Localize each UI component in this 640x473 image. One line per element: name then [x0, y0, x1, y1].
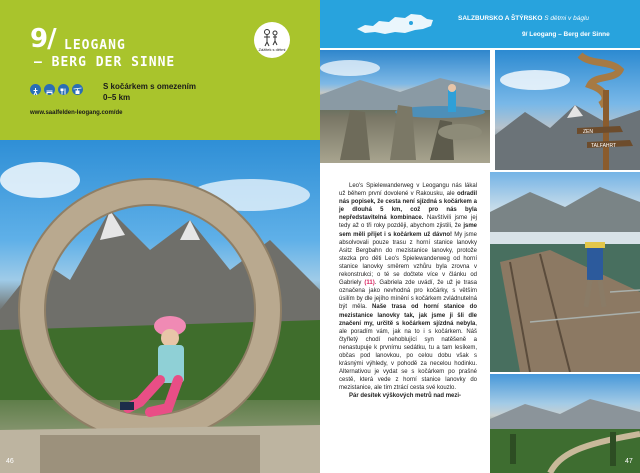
- family-icon: [260, 27, 284, 47]
- article-paragraph-1: [339, 182, 477, 392]
- article-paragraph-2: Pár desítek výškových metrů nad mezi-: [349, 393, 462, 400]
- text-run-bold: Naše trasa od horní stanice do mezistanice lanovky tak, jak jsme ji šli dle značení my, určitě s kočárkem sjízdná nebyla: [339, 304, 477, 327]
- cable-car-icon: [72, 84, 83, 95]
- route-label: 9/ Leogang – Berg der Sinne: [522, 31, 610, 38]
- signpost-label-1: ZEN: [583, 129, 593, 135]
- walking-icon: [30, 84, 41, 95]
- stroller-info: [103, 81, 196, 103]
- badge-label: Zážitek s dětmi: [258, 47, 286, 52]
- region-name: SALZBURSKO A ŠTÝRSKO: [458, 15, 543, 22]
- bench-icon: [44, 84, 55, 95]
- text-run: , ale poradím vám, jak na to i s kočárkem. Náš čtyřletý chodí nehoblující syn natěšeně a nenastupuje k prvnímu sedátku, tu a tam lesíkem, občas pod lanovkou, po celou dobu však s krásnými výhledy, v pohodě za necelou hodinku. Alternativou je vydat se s kočárkem po prašné cestě, která vede z horní stanice lanovky do mezistanice, ale tím ztrácí cesta své kouzlo.: [339, 320, 477, 392]
- stroller-line1: S kočárkem s omezením: [103, 82, 196, 91]
- text-run-bold: odradil nás popisek, že cesta není sjízdná s kočárkem a je dlouhá 5 km, což pro nás byla nepředstavitelná kombinace.: [339, 191, 477, 222]
- text-run: My jsme absolvovali pouze trasu z horní stanice lanovky Asitz Bergbahn do mezistanice lanovky, protože stezka pro děti Leo's Spielewanderweg od horní stanice lanovky směrem vzhůru byla zrovna v rekonstrukci; o té se dočtete více v článku od Gabriely: [339, 231, 477, 287]
- series-name: S dětmi v báglu: [544, 15, 590, 22]
- austria-map-icon: [355, 11, 435, 37]
- website-link[interactable]: www.saalfelden-leogang.com/de: [30, 110, 123, 116]
- article-reference-link[interactable]: (11): [364, 280, 375, 287]
- chapter-header: [0, 0, 320, 140]
- page-number: 46: [6, 458, 14, 465]
- experience-badge: [254, 22, 290, 58]
- stones-photo: [320, 50, 490, 163]
- text-run: Leo's Spielewanderweg v Leogangu nás lákal už během první dovolené v Rakousku, ale: [339, 183, 477, 198]
- restaurant-icon: [58, 84, 69, 95]
- trail-photo: [490, 374, 640, 473]
- ring-sculpture-photo: [0, 140, 320, 473]
- signpost-label-2: TALFAHRT: [591, 143, 617, 149]
- text-run: . Gabriela zde uvádí, že už je trasa označena jako nevhodná pro kočárky, s větším úsilím by dle jejího mínění s kočárkem zvládnutelná být měla.: [339, 280, 477, 311]
- chapter-number: 9/: [30, 24, 56, 54]
- stroller-distance: 0–5 km: [103, 93, 131, 102]
- chapter-title-line1: LEOGANG: [64, 38, 126, 53]
- text-run: Navštívili jsme jej tedy až o tři roky později, abychom zjistili, že: [339, 215, 477, 230]
- article-body: [339, 182, 477, 401]
- bridge-photo: [490, 172, 640, 372]
- signpost-photo: [495, 50, 640, 170]
- chapter-title-line2: – BERG DER SINNE: [34, 55, 176, 70]
- page-number: 47: [625, 458, 633, 465]
- region-label: [458, 15, 589, 22]
- text-run-bold: jsme sem měli přijet i s kočárkem už dávno!: [339, 223, 477, 238]
